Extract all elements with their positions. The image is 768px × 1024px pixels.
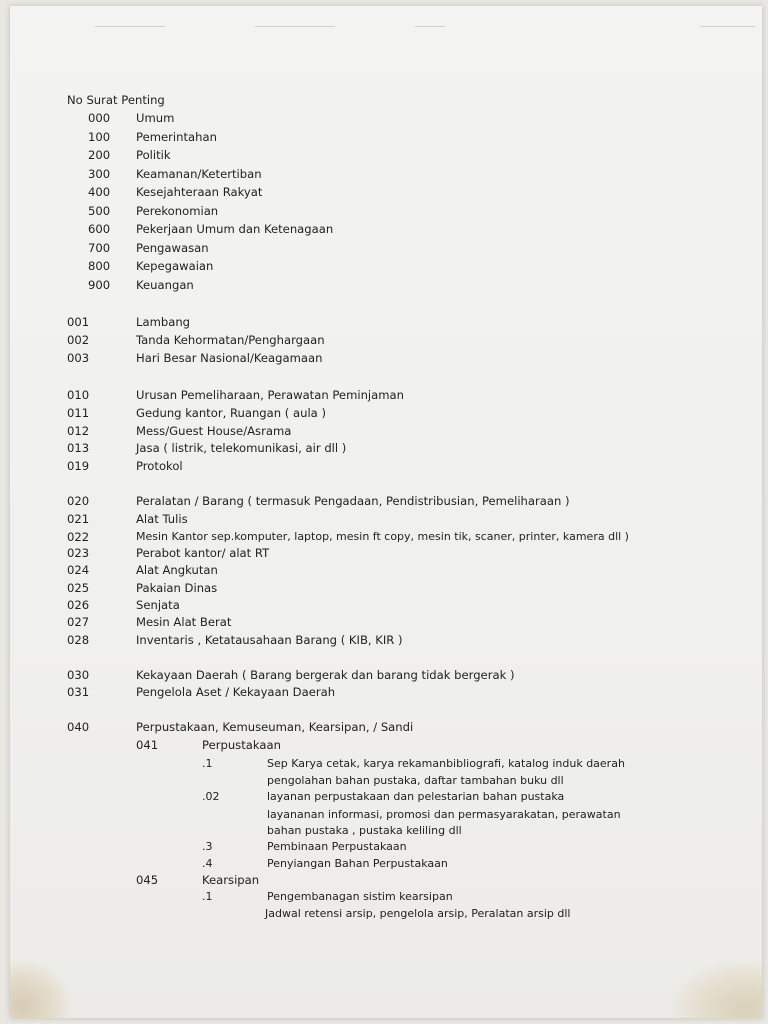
code: 011 (67, 406, 90, 420)
code: 030 (67, 668, 90, 682)
code: 010 (67, 388, 90, 402)
label: Pengelola Aset / Kekayaan Daerah (136, 685, 336, 699)
label: Pemerintahan (136, 129, 217, 144)
code: 600 (88, 222, 111, 236)
label: Kepegawaian (136, 259, 214, 273)
label: Lambang (136, 315, 191, 329)
label: Mesin Kantor sep.komputer, laptop, mesin ft copy, mesin tik, scaner, printer, kamera dll ) (136, 530, 629, 543)
code: .4 (202, 857, 213, 870)
label: Perabot kantor/ alat RT (136, 546, 270, 560)
label: Protokol (136, 459, 183, 473)
document-title: No Surat Penting (67, 93, 165, 107)
label: Alat Tulis (136, 512, 188, 526)
code: .1 (202, 890, 213, 903)
detail-line: layananan informasi, promosi dan permasyarakatan, perawatan (267, 808, 621, 821)
code: 040 (67, 720, 90, 734)
detail-line: pengolahan bahan pustaka, daftar tambahan buku dll (267, 774, 564, 787)
code: 001 (67, 315, 90, 329)
label: Perpustakaan, Kemuseuman, Kearsipan, / Sandi (136, 720, 414, 734)
label: Alat Angkutan (136, 563, 218, 577)
detail-line: Jadwal retensi arsip, pengelola arsip, Peralatan arsip dll (265, 907, 571, 920)
label: Tanda Kehormatan/Penghargaan (136, 333, 325, 347)
label: Peralatan / Barang ( termasuk Pengadaan, Pendistribusian, Pemeliharaan ) (136, 494, 570, 508)
code: 027 (67, 615, 90, 629)
label: Pekerjaan Umum dan Ketenagaan (136, 222, 334, 236)
detail-line: layanan perpustakaan dan pelestarian bahan pustaka (267, 790, 565, 803)
code: .02 (202, 790, 220, 803)
code: 045 (136, 873, 159, 887)
code: 200 (88, 148, 111, 162)
label: Kekayaan Daerah ( Barang bergerak dan barang tidak bergerak ) (136, 668, 515, 682)
code: 013 (67, 441, 90, 455)
code: 025 (67, 581, 90, 595)
label: Mess/Guest House/Asrama (136, 424, 292, 438)
label: Gedung kantor, Ruangan ( aula ) (136, 406, 326, 420)
code: 020 (67, 494, 90, 508)
label: Politik (136, 148, 171, 162)
code: 900 (88, 277, 111, 292)
label: Inventaris , Ketatausahaan Barang ( KIB, KIR ) (136, 633, 403, 647)
code: 026 (67, 598, 90, 612)
label: Pakaian Dinas (136, 581, 218, 595)
code: 700 (88, 240, 111, 255)
label: Umum (136, 111, 175, 125)
label: Mesin Alat Berat (136, 615, 232, 629)
code: .1 (202, 757, 213, 770)
label: Pengawasan (136, 240, 209, 255)
code: 021 (67, 512, 90, 526)
label: Kesejahteraan Rakyat (136, 185, 263, 199)
code: 300 (88, 166, 111, 181)
code: 800 (88, 259, 111, 273)
code: .3 (202, 840, 213, 853)
label: Perekonomian (136, 203, 219, 218)
code: 500 (88, 203, 111, 218)
code: 000 (88, 111, 111, 125)
code: 012 (67, 424, 90, 438)
code: 023 (67, 546, 90, 560)
code: 028 (67, 633, 90, 647)
code: 041 (136, 738, 159, 752)
code: 400 (88, 185, 111, 199)
label: Urusan Pemeliharaan, Perawatan Peminjaman (136, 388, 405, 402)
code: 022 (67, 530, 90, 544)
detail-line: Sep Karya cetak, karya rekamanbibliografi, katalog induk daerah (267, 757, 625, 770)
label: Keamanan/Ketertiban (136, 166, 262, 181)
code: 031 (67, 685, 90, 699)
code: 019 (67, 459, 90, 473)
label: Perpustakaan (202, 738, 281, 752)
detail-line: bahan pustaka , pustaka keliling dll (267, 824, 462, 837)
detail-line: Penyiangan Bahan Perpustakaan (267, 857, 448, 870)
label: Jasa ( listrik, telekomunikasi, air dll ) (136, 441, 347, 455)
detail-line: Pembinaan Perpustakaan (267, 840, 407, 853)
code: 100 (88, 129, 111, 144)
label: Senjata (136, 598, 180, 612)
code: 002 (67, 333, 90, 347)
detail-line: Pengembanagan sistim kearsipan (267, 890, 453, 903)
label: Keuangan (136, 277, 194, 292)
code: 003 (67, 351, 90, 365)
label: Hari Besar Nasional/Keagamaan (136, 351, 323, 365)
code: 024 (67, 563, 90, 577)
label: Kearsipan (202, 873, 260, 887)
